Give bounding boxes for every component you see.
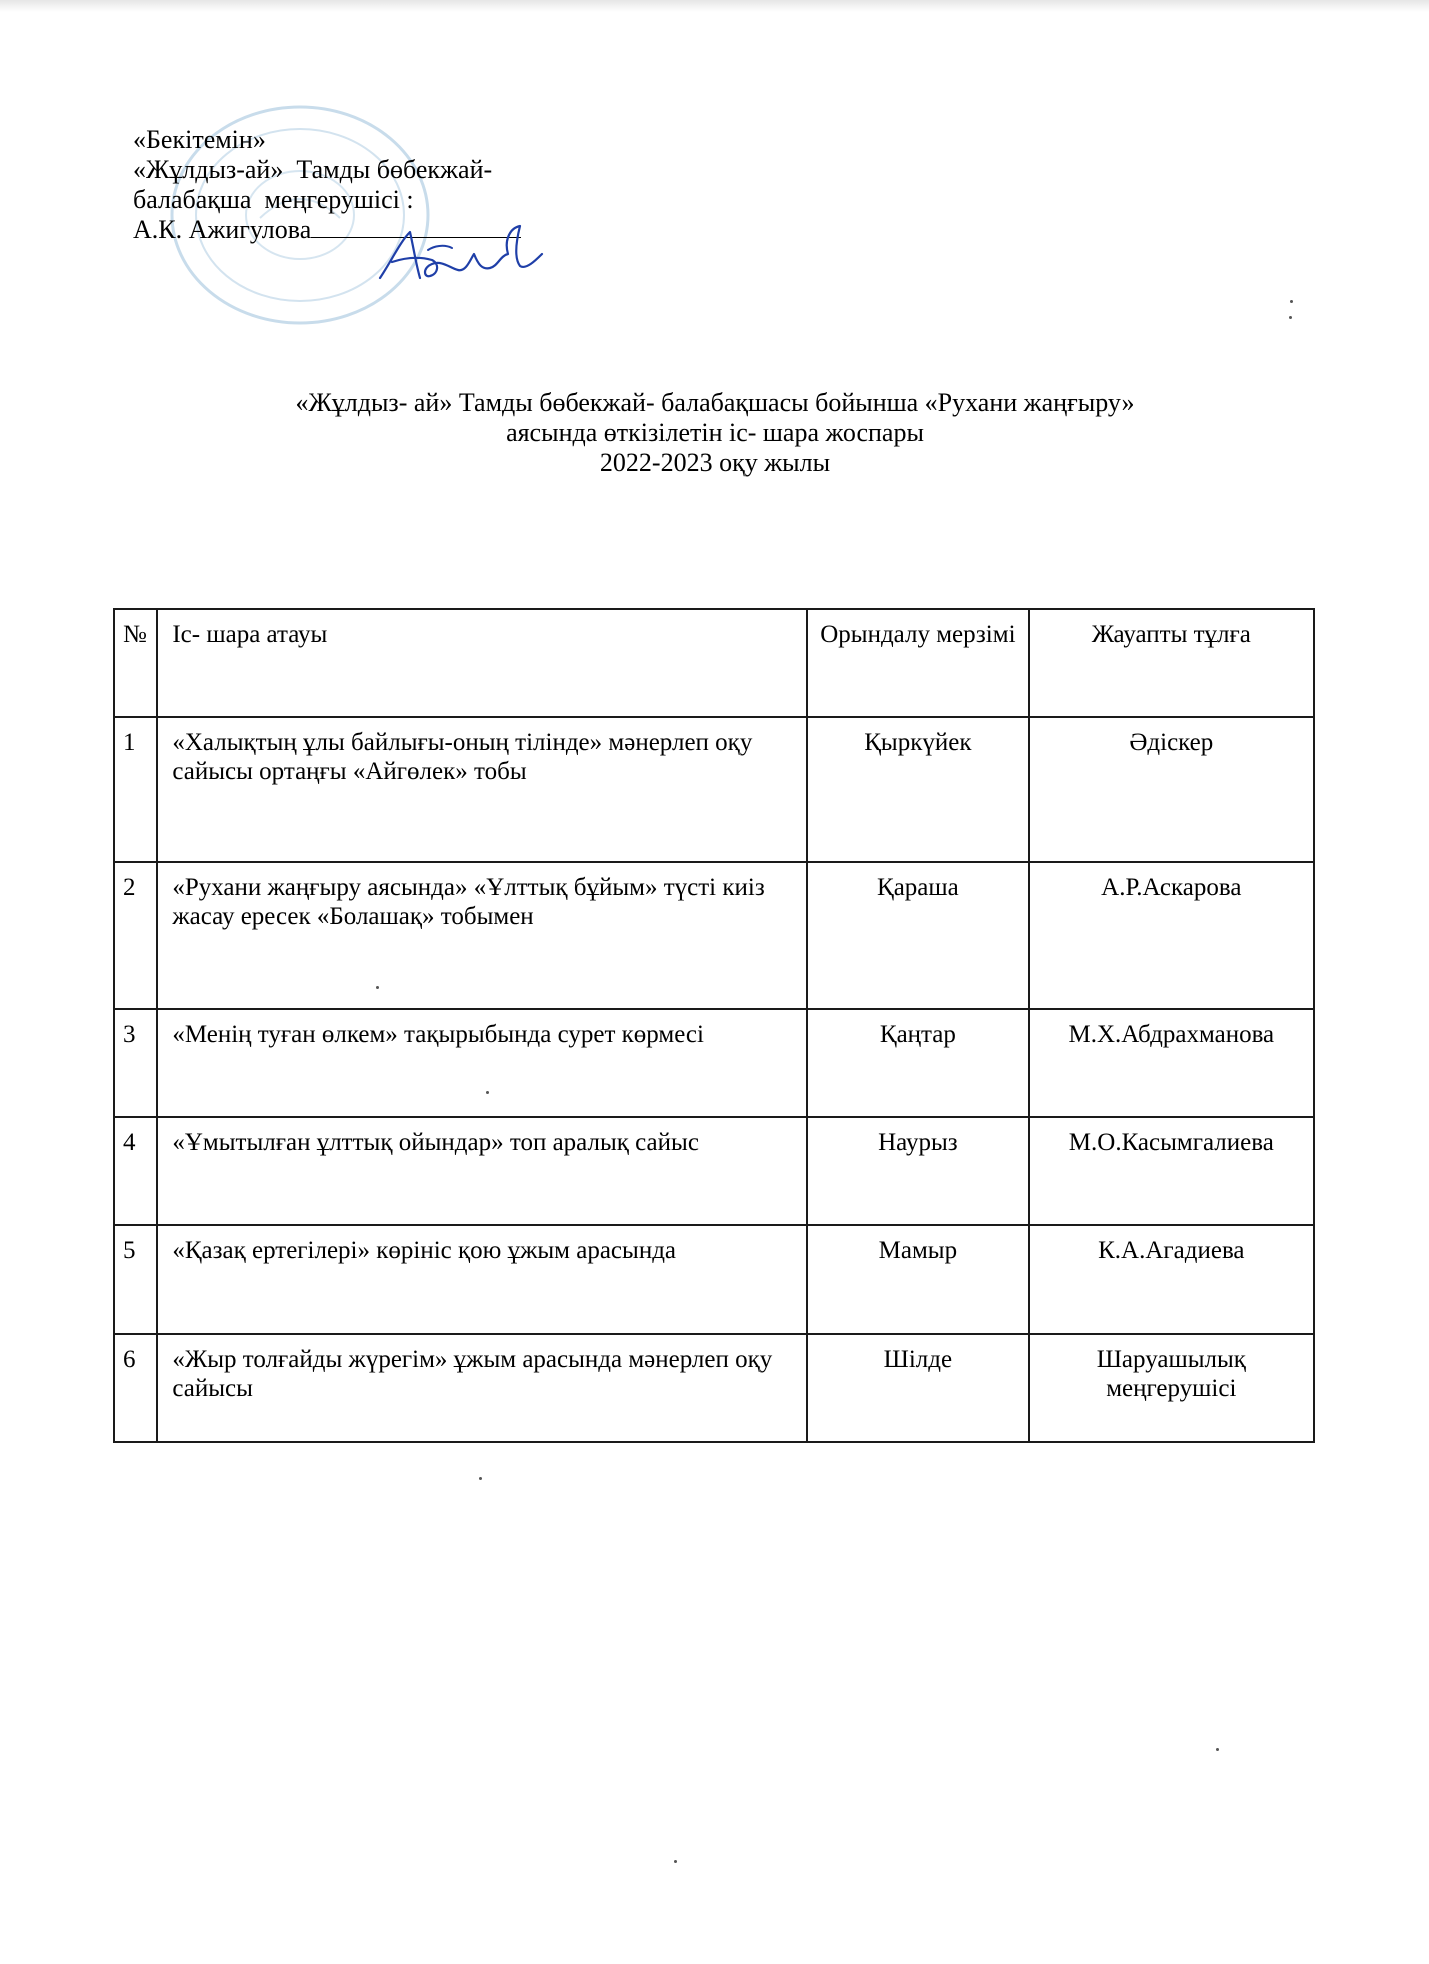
approval-position: балабақша меңгерушісі : [133,185,414,214]
row-number: 2 [114,862,157,1009]
title-line-3: 2022-2023 оқу жылы [599,448,831,477]
row-deadline: Қыркүйек [807,717,1028,862]
title-line-2: аясында өткізілетін іс- шара жоспары [506,418,924,447]
row-responsible: М.Х.Абдрахманова [1029,1009,1314,1117]
table-row [114,1334,1314,1442]
row-event-name: «Халықтың ұлы байлығы-оның тілінде» мәнерлеп оқу сайысы ортаңғы «Айгөлек» тобы [157,717,807,862]
row-number: 5 [114,1225,157,1334]
row-event-name: «Менің туған өлкем» тақырыбында сурет көрмесі [157,1009,807,1117]
scan-speck [674,1860,677,1863]
row-event-name: «Рухани жаңғыру аясында» «Ұлттық бұйым» түсті киіз жасау ересек «Болашақ» тобымен [157,862,807,1009]
row-number: 1 [114,717,157,862]
row-event-name: «Қазақ ертегілері» көрініс қою ұжым арасында [157,1225,807,1334]
row-deadline: Қараша [807,862,1028,1009]
title-line-1: «Жұлдыз- ай» Тамды бөбекжай- балабақшасы бойынша «Рухани жаңғыру» [295,388,1135,417]
scan-edge [0,0,1429,12]
row-number: 3 [114,1009,157,1117]
table-row [114,1009,1314,1117]
row-deadline: Шілде [807,1334,1028,1442]
row-responsible: М.О.Касымгалиева [1029,1117,1314,1225]
approval-organization: «Жұлдыз-ай» Тамды бөбекжай- [133,155,493,184]
scan-speck [1290,300,1293,303]
row-event-name: «Жыр толғайды жүрегім» ұжым арасында мәнерлеп оқу сайысы [157,1334,807,1442]
row-responsible: К.А.Агадиева [1029,1225,1314,1334]
row-deadline: Мамыр [807,1225,1028,1334]
row-deadline: Наурыз [807,1117,1028,1225]
table-row [114,717,1314,862]
row-responsible: Шаруашылық меңгерушісі [1029,1334,1314,1442]
header-deadline: Орындалу мерзімі [807,609,1028,717]
approval-signer-name: А.К. Ажигулова [133,215,312,244]
scan-speck [486,1091,489,1094]
scan-speck [479,1477,482,1480]
approval-label: «Бекітемін» [133,125,266,154]
row-deadline: Қаңтар [807,1009,1028,1117]
row-responsible: А.Р.Аскарова [1029,862,1314,1009]
signature-icon [370,220,550,290]
header-number: № [114,609,157,717]
table-header-row [114,609,1314,717]
plan-table [113,608,1315,1443]
scan-speck [1216,1748,1219,1751]
scan-speck [376,986,379,989]
row-responsible: Әдіскер [1029,717,1314,862]
header-responsible: Жауапты тұлға [1029,609,1314,717]
row-number: 4 [114,1117,157,1225]
table-row [114,862,1314,1009]
header-event-name: Іс- шара атауы [157,609,807,717]
document-title [200,388,1230,478]
scan-speck [1289,316,1292,319]
table-row [114,1225,1314,1334]
row-event-name: «Ұмытылған ұлттық ойындар» топ аралық сайыс [157,1117,807,1225]
table-row [114,1117,1314,1225]
row-number: 6 [114,1334,157,1442]
